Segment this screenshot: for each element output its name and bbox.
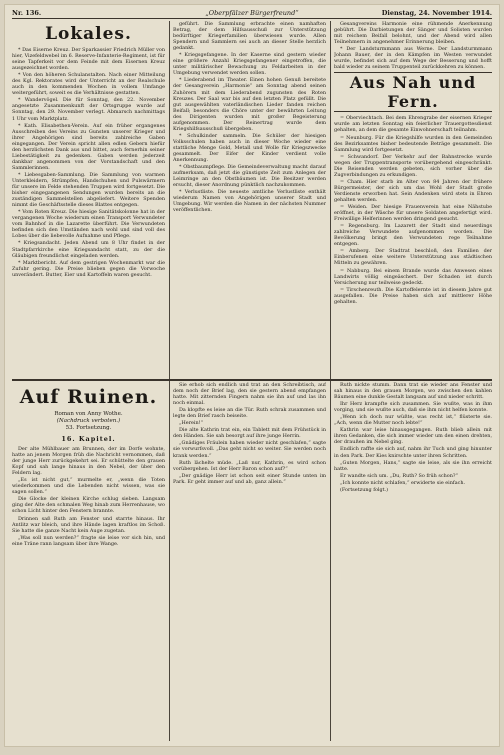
novel-paragraph: „Der gnädige Herr ist schon seit einer Stunde unten im Park. Er geht immer auf und ab, ganz allein.“ — [173, 472, 326, 485]
regional-news-item: = Nabburg. Bei einem Brande wurde das Anwesen eines Landwirts völlig eingeäschert. Der Schaden ist durch Versicherung nur teilweise gedeckt. — [334, 267, 492, 286]
news-paragraph: * Vom Roten Kreuz. Die hiesige Sanitätskolonne hat in der vergangenen Woche wiederum einen Transport Verwundeter vom Bahnhof in die Lazarette überführt. Die Verwundeten befinden sich den Umständen nach wohl und sind voll des Lobes über die liebevolle Aufnahme und Pflege. — [12, 209, 165, 240]
column-3 — [334, 21, 492, 741]
news-paragraph: * Von den höheren Schulanstalten. Nach einer Mitteilung des Kgl. Rektorates wird der Unterricht an der Realschule auch in den kommenden Wochen in vollem Umfange weitergeführt, soweit es die Verhältnisse gestatten. — [12, 72, 165, 97]
news-paragraph: * Kath. Elisabethen-Verein. Auf ein früher ergangenes Ausschreiben des Vereins zu Gunsten unserer Krieger und ihrer Angehörigen sind bereits zahlreiche Gaben eingegangen. Der Verein spricht allen edlen Gebern hiefür den herzlichsten Dank aus und bittet, auch fernerhin seiner Liebestätigkeit zu gedenken. Gaben werden jederzeit dankbar angenommen von der Vorstandschaft und den Sammlerinnen. — [12, 122, 165, 171]
page-header — [12, 8, 492, 19]
novel-paragraph: „Was soll nun werden?“ fragte sie leise vor sich hin, und eine Träne rann langsam über ihre Wange. — [12, 534, 165, 547]
novel-paragraph: Drinnen saß Ruth am Fenster und starrte hinaus. Ihr Antlitz war bleich, und ihre Hände lagen kraftlos im Schoß. Sie hatte die ganze Nacht kein Auge zugetan. — [12, 515, 165, 534]
regional-news-item: = Tirschenreuth. Die Kartoffelernte ist in diesem Jahre gut ausgefallen. Die Preise haben sich auf mittlerer Höhe gehalten. — [334, 286, 492, 305]
regional-news-item: = Neunburg. Für die Kriegshilfe wurden in den Gemeinden des Bezirksamtes bisher bedeutende Beträge gesammelt. Die Sammlung wird fortgesetzt. — [334, 134, 492, 153]
column-2 — [173, 21, 326, 741]
novel-paragraph: Ruth lächelte müde. „Laß nur, Kathrin, es wird schon vorübergehen. Ist der Herr Baron schon auf?“ — [173, 459, 326, 472]
novel-reprint-note: (Nachdruck verboten.) — [56, 418, 121, 424]
novel-paragraph: Endlich raffte sie sich auf, nahm ihr Tuch und ging hinunter in den Park. Der Kies knirschte unter ihren Schritten. — [334, 446, 492, 459]
news-paragraph: * Das Eiserne Kreuz. Der Sparkassier Friedrich Müller von hier, Vizefeldwebel im 6. Reserve-Infanterie-Regiment, ist für seine Tapferkeit vor dem Feinde mit dem Eisernen Kreuz ausgezeichnet worden. — [12, 47, 165, 72]
news-paragraph: * Schulkinder sammeln. Die Schüler der hiesigen Volksschulen haben auch in dieser Woche wieder eine stattliche Menge Gold, Metall und Wolle für Kriegszwecke gesammelt. Der Eifer der Kinder verdient volle Anerkennung. — [173, 132, 326, 164]
novel-paragraph: Ihr Herz krampfte sich zusammen. Sie wußte, was in ihm vorging, und sie wußte auch, daß sie ihm nicht helfen konnte. — [334, 401, 492, 414]
novel-paragraph: Sie erhob sich endlich und trat an den Schreibtisch, auf dem noch der Brief lag, den sie gestern abend empfangen hatte. Mit zitternden Fingern nahm sie ihn auf und las ihn noch einmal. — [173, 382, 326, 407]
regional-news-item: = Cham. Hier starb im Alter von 84 Jahren der frühere Bürgermeister, der sich um das Wohl der Stadt große Verdienste erworben hat. Sein Andenken wird stets in Ehren gehalten werden. — [334, 178, 492, 203]
novel-author: Roman von Anny Wothe. — [54, 411, 123, 417]
news-paragraph: * Liederabend im Theater. Einen hohen Genuß bereitete der Gesangverein „Harmonie“ am Sonntag abend seinen Zuhörern mit dem Liederabend zugunsten des Roten Kreuzes. Der Saal war bis auf den letzten Platz gefüllt. Die gut ausgewählten vaterländischen Lieder fanden reichen Beifall; besonders die Chöre unter der bewährten Leitung des Dirigenten wurden mit großer Begeisterung aufgenommen. Der Reinertrag wurde dem Kriegshilfsausschuß übergeben. — [173, 77, 326, 132]
novel-paragraph: Die alte Kathrin trat ein, ein Tablett mit dem Frühstück in den Händen. Sie sah besorgt auf ihre junge Herrin. — [173, 427, 326, 440]
news-paragraph: * Der Landsturmmann aus Werne. Der Landsturmmann Johann Bauer, der in den Kämpfen im Westen verwundet wurde, befindet sich auf dem Wege der Besserung und hofft bald wieder zu seinem Truppenteil zurückkehren zu können. — [334, 46, 492, 71]
news-paragraph: * Kriegsgefangene. In der Kaserne sind gestern wieder eine größere Anzahl Kriegsgefangener eingetroffen, die unter militärischer Bewachung zu Feldarbeiten in der Umgebung verwendet werden sollen. — [173, 52, 326, 77]
regional-news-item: = Regensburg. Im Lazarett der Stadt sind neuerdings zahlreiche Verwundete aufgenommen worden. Die Bevölkerung bringt den Verwundeten rege Teilnahme entgegen. — [334, 223, 492, 248]
news-paragraph: * Verlustliste. Die neueste amtliche Verlustliste enthält wiederum Namen von Angehörigen unserer Stadt und Umgebung. Wir werden die Namen in der nächsten Nummer veröffentlichen. — [173, 189, 326, 214]
regional-news-item: = Amberg. Der Stadtrat beschloß, den Familien der Einberufenen eine weitere Unterstützung aus städtischen Mitteln zu gewähren. — [334, 248, 492, 267]
regional-news-item: = Weiden. Der hiesige Frauenverein hat eine Nähstube eröffnet, in der Wäsche für unsere Soldaten angefertigt wird. Freiwillige Helferinnen werden dringend gesucht. — [334, 204, 492, 223]
novel-paragraph: „Herein!“ — [179, 420, 204, 427]
novel-paragraph: Der alte Mühlbauer am Brunnen, der im Dorfe wohnte, hatte an jenem Morgen früh die Nachricht vernommen, daß der junge Herr zurückgekehrt sei. Er schüttelte den grauen Kopf und sah lange hinaus in den Nebel, der über den Feldern lag. — [12, 446, 165, 477]
novel-paragraph: Ruth nickte stumm. Dann trat sie wieder ans Fenster und sah hinaus in den grauen Morgen, wo zwischen den kahlen Bäumen eine dunkle Gestalt langsam auf und nieder schritt. — [334, 382, 492, 401]
issue-number: Nr. 136. — [12, 9, 42, 17]
news-paragraph: * Wandervögel. Die für Sonntag, den 22. November angesetzte Zusammenkunft der Ortsgruppe wurde auf Sonntag, den 29. November verlegt. Abmarsch nachmittags 1 Uhr vom Marktplatz. — [12, 97, 165, 122]
novel-paragraph: Die Glocke der kleinen Kirche schlug sieben. Langsam ging der Alte den schmalen Weg hinab zum Herrenhause, wo schon Licht hinter den Fenstern brannte. — [12, 496, 165, 515]
novel-paragraph: Da klopfte es leise an die Tür. Ruth schrak zusammen und legte den Brief rasch beiseite. — [173, 407, 326, 420]
novel-installment: 53. Fortsetzung. — [65, 425, 112, 431]
column-rule — [330, 21, 331, 741]
novel-paragraph: „Wenn ich doch nur wüßte, was recht ist,“ flüsterte sie. „Ach, wenn die Mutter noch lebte!“ — [334, 414, 492, 427]
column-1 — [12, 21, 165, 741]
regional-news-item: = Schwandorf. Der Verkehr auf der Bahnstrecke wurde wegen der Truppentransporte vorübergehend eingeschränkt. Die Reisenden werden gebeten, sich vorher über die Zugverbindungen zu erkundigen. — [334, 153, 492, 178]
novel-paragraph: „Es ist nicht gut,“ murmelte er, „wenn die Toten wiederkommen und die Lebenden nicht wissen, was sie sagen sollen.“ — [12, 477, 165, 496]
novel-continued — [173, 382, 326, 741]
column-rule — [169, 21, 170, 741]
news-paragraph: * Marktbericht. Auf dem gestrigen Wochenmarkt war die Zufuhr gering. Die Preise blieben gegen die Vorwoche unverändert. Butter, Eier und Kartoffeln waren gesucht. — [12, 259, 165, 278]
local-news-section — [12, 21, 165, 377]
novel-paragraph: (Fortsetzung folgt.) — [340, 486, 389, 493]
novel-title: Auf Ruinen. — [19, 386, 158, 408]
news-paragraph: geführt. Die Sammlung erbrachte einen namhaften Betrag, der dem Hilfsausschuß zur Unterstützung bedürftiger Kriegerfamilien überwiesen wurde. Allen Spendern und Sammlern sei auch an dieser Stelle herzlich gedankt. — [173, 21, 326, 52]
novel-paragraph: „Ich konnte nicht schlafen,“ erwiderte sie einfach. — [340, 479, 466, 486]
regional-news-item: = Oberviechtach. Bei dem Ehrengrabe der eisernen Krieger wurde am letzten Sonntag ein feierlicher Trauergottesdienst gehalten, an dem die gesamte Einwohnerschaft teilnahm. — [334, 115, 492, 134]
novel-section — [12, 382, 165, 741]
newspaper-page — [4, 4, 500, 747]
novel-paragraph: „Gnädiges Fräulein haben wieder nicht geschlafen,“ sagte sie vorwurfsvoll. „Das geht nicht so weiter. Sie werden noch krank werden.“ — [173, 440, 326, 459]
news-paragraph: * Obstbaumpflege. Die Gemeindeverwaltung macht darauf aufmerksam, daß jetzt die günstigste Zeit zum Anlegen der Leimringe an den Obstbäumen ist. Die Besitzer werden ersucht, dieser Anordnung pünktlich nachzukommen. — [173, 164, 326, 189]
news-paragraph: * Kriegsandacht. Jeden Abend um 8 Uhr findet in der Stadtpfarrkirche eine Kriegsandacht statt, zu der die Gläubigen freundlichst eingeladen werden. — [12, 240, 165, 259]
regional-news-section — [334, 21, 492, 377]
local-news-continued — [173, 21, 326, 377]
section-heading-lokales: Lokales. — [45, 24, 132, 44]
section-heading-nah-und-fern: Aus Nah und Fern. — [334, 72, 492, 112]
novel-paragraph: Kathrin war leise hinausgegangen. Ruth blieb allein mit ihren Gedanken, die sich immer wieder um den einen drehten, der draußen im Nebel ging. — [334, 427, 492, 446]
novel-paragraph: Er wandte sich um. „Du, Ruth? So früh schon?“ — [340, 472, 458, 479]
novel-continued — [334, 382, 492, 741]
novel-chapter: 16. Kapitel. — [61, 435, 116, 443]
news-paragraph: * Liebesgaben-Sammlung. Die Sammlung von warmen Unterkleidern, Strümpfen, Handschuhen und Pulswärmern für unsere im Felde stehenden Truppen wird fortgesetzt. Die bisher eingegangenen Sendungen wurden bereits an die zuständigen Sammelstellen abgeliefert. Weitere Spenden nimmt die Geschäftsstelle dieses Blattes entgegen. — [12, 171, 165, 209]
paper-title: „Oberpfälzer Bürgerfreund“ — [205, 9, 299, 17]
novel-paragraph: „Guten Morgen, Hans,“ sagte sie leise, als sie ihn erreicht hatte. — [334, 459, 492, 472]
issue-date: Dienstag, 24. November 1914. — [381, 9, 492, 17]
news-paragraph: Gesangvereins Harmonie eine rühmende Anerkennung gebührt. Die Darbietungen der Sänger und Solisten wurden mit reichem Beifall belohnt, und der Abend wird allen Teilnehmern in angenehmer Erinnerung bleiben. — [334, 21, 492, 46]
